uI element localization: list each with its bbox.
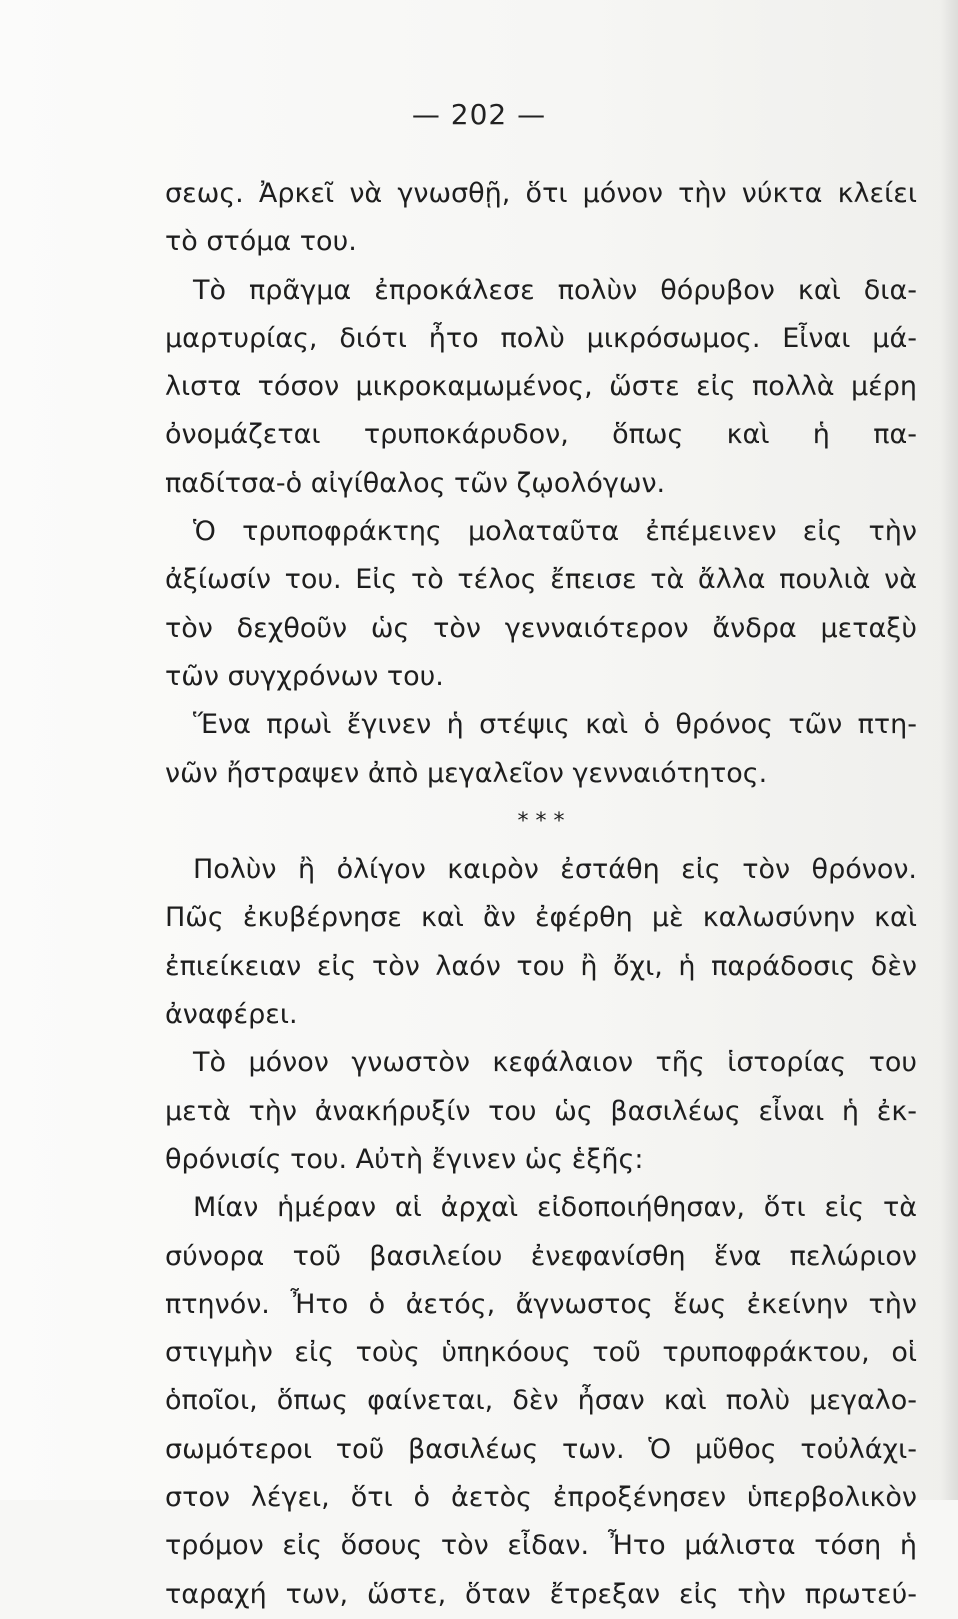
section-divider-asterisks: * * *	[517, 808, 565, 834]
body-text	[165, 170, 917, 1619]
text-line: παδίτσα-ὁ αἰγίθαλος τῶν ζῳολόγων.	[165, 467, 666, 499]
text-line: τρόμον εἰς ὅσους τὸν εἶδαν. Ἦτο μάλιστα τόση ἡ	[165, 1530, 917, 1562]
page-edge-shadow	[940, 0, 958, 1500]
text-line: μετὰ τὴν ἀνακήρυξίν του ὡς βασιλέως εἶναι ἡ ἐκ-	[165, 1095, 917, 1127]
text-line: ταραχή των, ὥστε, ὅταν ἔτρεξαν εἰς τὴν πρωτεύ-	[165, 1578, 917, 1610]
text-line: τῶν συγχρόνων του.	[165, 660, 444, 692]
text-line: νῶν ἤστραψεν ἀπὸ μεγαλεῖον γενναιότητος.	[165, 757, 768, 789]
text-line: σωμότεροι τοῦ βασιλέως των. Ὁ μῦθος τοὐλάχι-	[165, 1433, 917, 1465]
text-line: πτηνόν. Ἦτο ὁ ἀετός, ἄγνωστος ἕως ἐκείνην τὴν	[165, 1288, 917, 1320]
text-line: στον λέγει, ὅτι ὁ ἀετὸς ἐπροξένησεν ὑπερβολικὸν	[165, 1482, 917, 1514]
text-line: στιγμὴν εἰς τοὺς ὑπηκόους τοῦ τρυποφράκτου, οἱ	[165, 1337, 917, 1369]
paragraph-start-line: Ἕνα πρωὶ ἔγινεν ἡ στέψις καὶ ὁ θρόνος τῶν πτη-	[193, 709, 917, 741]
paragraph-start-line: Μίαν ἡμέραν αἱ ἀρχαὶ εἰδοποιήθησαν, ὅτι εἰς τὰ	[193, 1192, 917, 1224]
text-line: ὁποῖοι, ὅπως φαίνεται, δὲν ἦσαν καὶ πολὺ μεγαλο-	[165, 1385, 917, 1417]
text-line: Πῶς ἐκυβέρνησε καὶ ἂν ἐφέρθη μὲ καλωσύνην καὶ	[165, 902, 917, 934]
paragraph-start-line: Πολὺν ἢ ὀλίγον καιρὸν ἐστάθη εἰς τὸν θρόνον.	[193, 854, 917, 886]
text-line: τὸν δεχθοῦν ὡς τὸν γενναιότερον ἄνδρα μεταξὺ	[165, 612, 917, 644]
text-line: ἀξίωσίν του. Εἰς τὸ τέλος ἔπεισε τὰ ἄλλα πουλιὰ νὰ	[165, 564, 917, 596]
text-line: τὸ στόμα του.	[165, 226, 357, 258]
paragraph-start-line: Τὸ μόνον γνωστὸν κεφάλαιον τῆς ἱστορίας του	[193, 1047, 917, 1079]
page-number: — 202 —	[411, 98, 547, 131]
text-line: ὀνομάζεται τρυποκάρυδον, ὅπως καὶ ἡ πα-	[165, 419, 917, 451]
text-line: σύνορα τοῦ βασιλείου ἐνεφανίσθη ἕνα πελώριον	[165, 1240, 917, 1272]
paragraph-start-line: Ὁ τρυποφράκτης μολαταῦτα ἐπέμεινεν εἰς τὴν	[193, 516, 917, 548]
text-line: λιστα τόσον μικροκαμωμένος, ὥστε εἰς πολλὰ μέρη	[165, 371, 917, 403]
text-line: μαρτυρίας, διότι ἦτο πολὺ μικρόσωμος. Εἶναι μά-	[165, 322, 917, 354]
text-line: ἐπιείκειαν εἰς τὸν λαόν του ἢ ὄχι, ἡ παράδοσις δὲν	[165, 950, 917, 982]
text-line: θρόνισίς του. Αὐτὴ ἔγινεν ὡς ἑξῆς:	[165, 1143, 644, 1175]
text-line: σεως. Ἀρκεῖ νὰ γνωσθῇ, ὅτι μόνον τὴν νύκτα κλείει	[165, 178, 917, 209]
paragraph-start-line: Τὸ πρᾶγμα ἐπροκάλεσε πολὺν θόρυβον καὶ δια-	[193, 274, 917, 306]
text-line: ἀναφέρει.	[165, 999, 298, 1031]
